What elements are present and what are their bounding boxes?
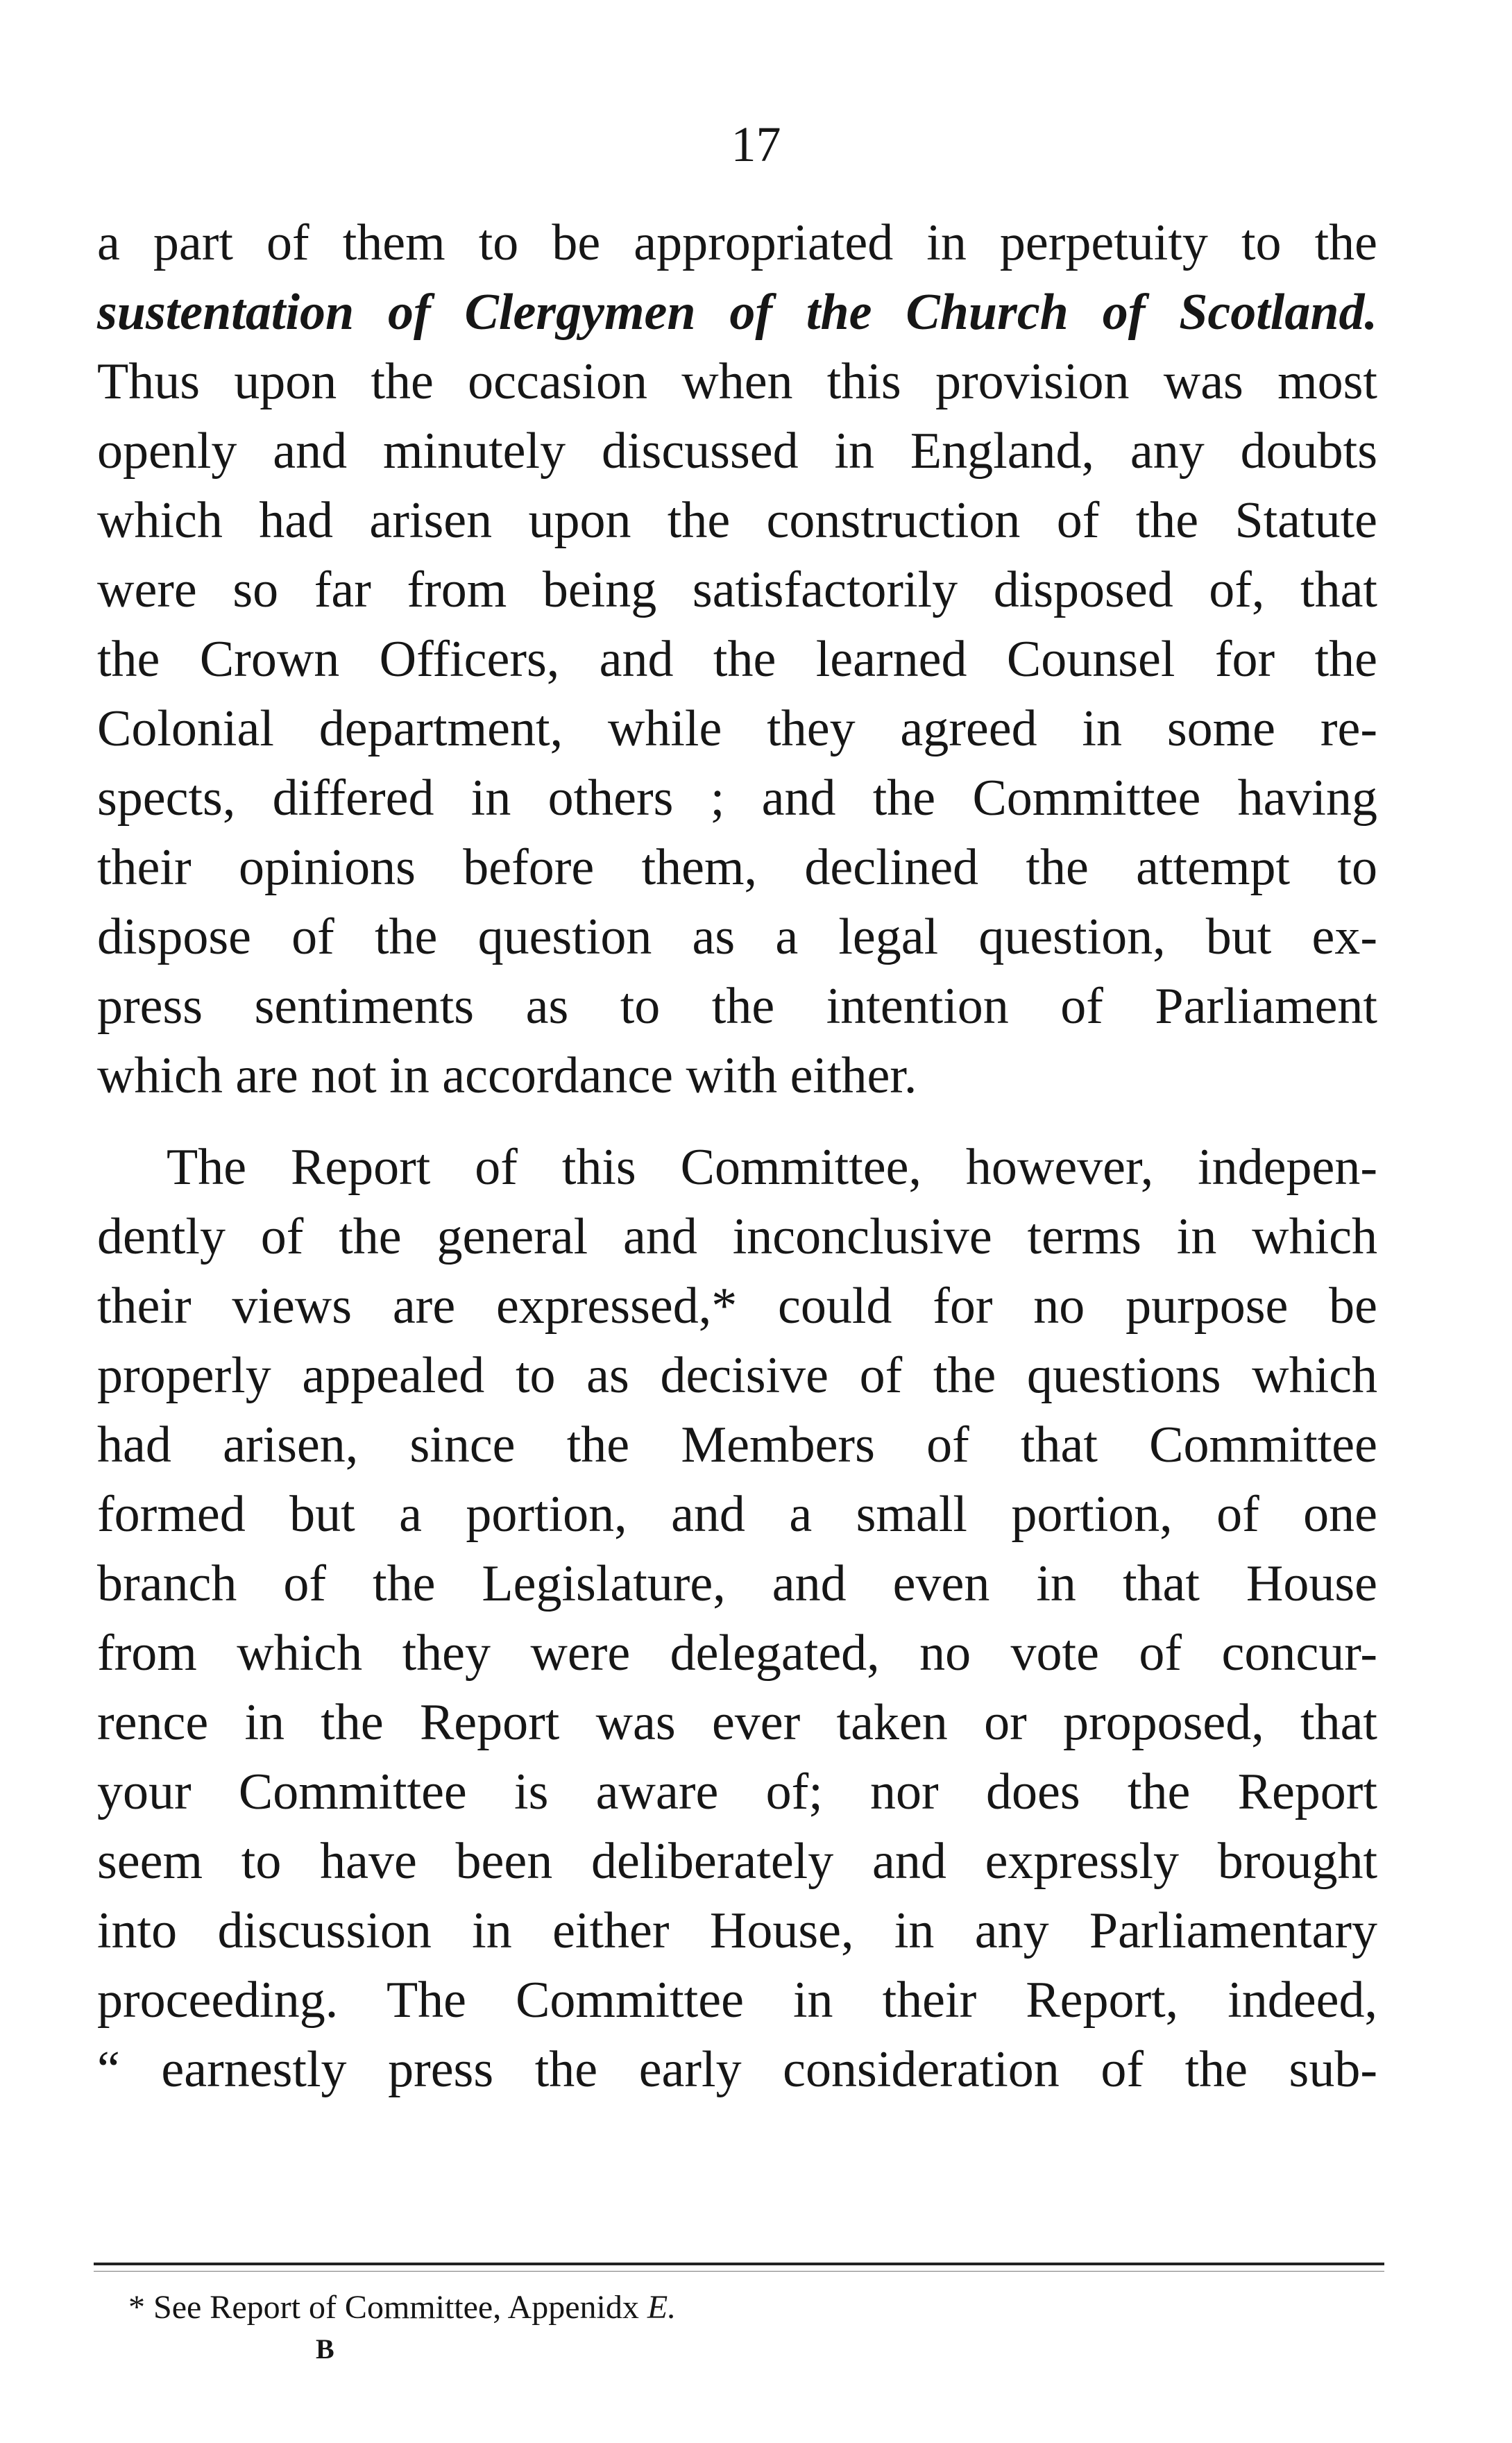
text-line: Thus upon the occasion when this provision was most [97, 353, 1377, 410]
footnote-divider [94, 2263, 1384, 2265]
signature-mark: B [316, 2333, 336, 2365]
text-line: Colonial department, while they agreed in some re- [97, 700, 1377, 757]
text-line: which had arisen upon the construction of the Statute [97, 492, 1377, 549]
paragraph-gap [97, 1110, 1377, 1133]
footnote-marker: * [128, 2289, 145, 2326]
text-line: into discussion in either House, in any Parliamentary [97, 1902, 1377, 1959]
footnote [128, 2287, 676, 2328]
text-line: their views are expressed,* could for no purpose be [97, 1278, 1377, 1335]
text-line: “ earnestly press the early consideration of the sub- [97, 2041, 1377, 2098]
text-line: which are not in accordance with either. [97, 1047, 917, 1104]
text-line: seem to have been deliberately and expressly brought [97, 1833, 1377, 1890]
text-line: dispose of the question as a legal question, but ex- [97, 908, 1377, 965]
text-line: branch of the Legislature, and even in that House [97, 1555, 1377, 1612]
text-line: formed but a portion, and a small portion, of one [97, 1486, 1377, 1543]
text-line: openly and minutely discussed in England, any doubts [97, 423, 1377, 480]
text-line: the Crown Officers, and the learned Counsel for the [97, 631, 1377, 688]
footnote-divider-thin [94, 2271, 1384, 2272]
text-line: a part of them to be appropriated in perpetuity to the [97, 214, 1377, 271]
text-line: were so far from being satisfactorily disposed of, that [97, 561, 1377, 618]
text-line: your Committee is aware of; nor does the Report [97, 1764, 1377, 1820]
text-line: spects, differed in others ; and the Committee having [97, 770, 1377, 827]
footnote-ref: E. [647, 2289, 677, 2326]
text-line: dently of the general and inconclusive terms in which [97, 1208, 1377, 1265]
text-line: press sentiments as to the intention of Parliament [97, 978, 1377, 1035]
text-line: proceeding. The Committee in their Report, indeed, [97, 1972, 1377, 2029]
text-line-italic: sustentation of Clergymen of the Church of Scotland. [97, 284, 1377, 341]
footnote-text: See Report of Committee, Appenidx [153, 2289, 639, 2326]
text-line: properly appealed to as decisive of the questions which [97, 1347, 1377, 1404]
page-number: 17 [731, 117, 781, 172]
text-line: from which they were delegated, no vote of concur- [97, 1625, 1377, 1682]
text-line: rence in the Report was ever taken or proposed, that [97, 1694, 1377, 1751]
text-line: The Report of this Committee, however, indepen- [167, 1139, 1377, 1196]
text-line: had arisen, since the Members of that Committee [97, 1417, 1377, 1473]
text-line: their opinions before them, declined the attempt to [97, 839, 1377, 896]
body-text [97, 208, 1377, 2104]
